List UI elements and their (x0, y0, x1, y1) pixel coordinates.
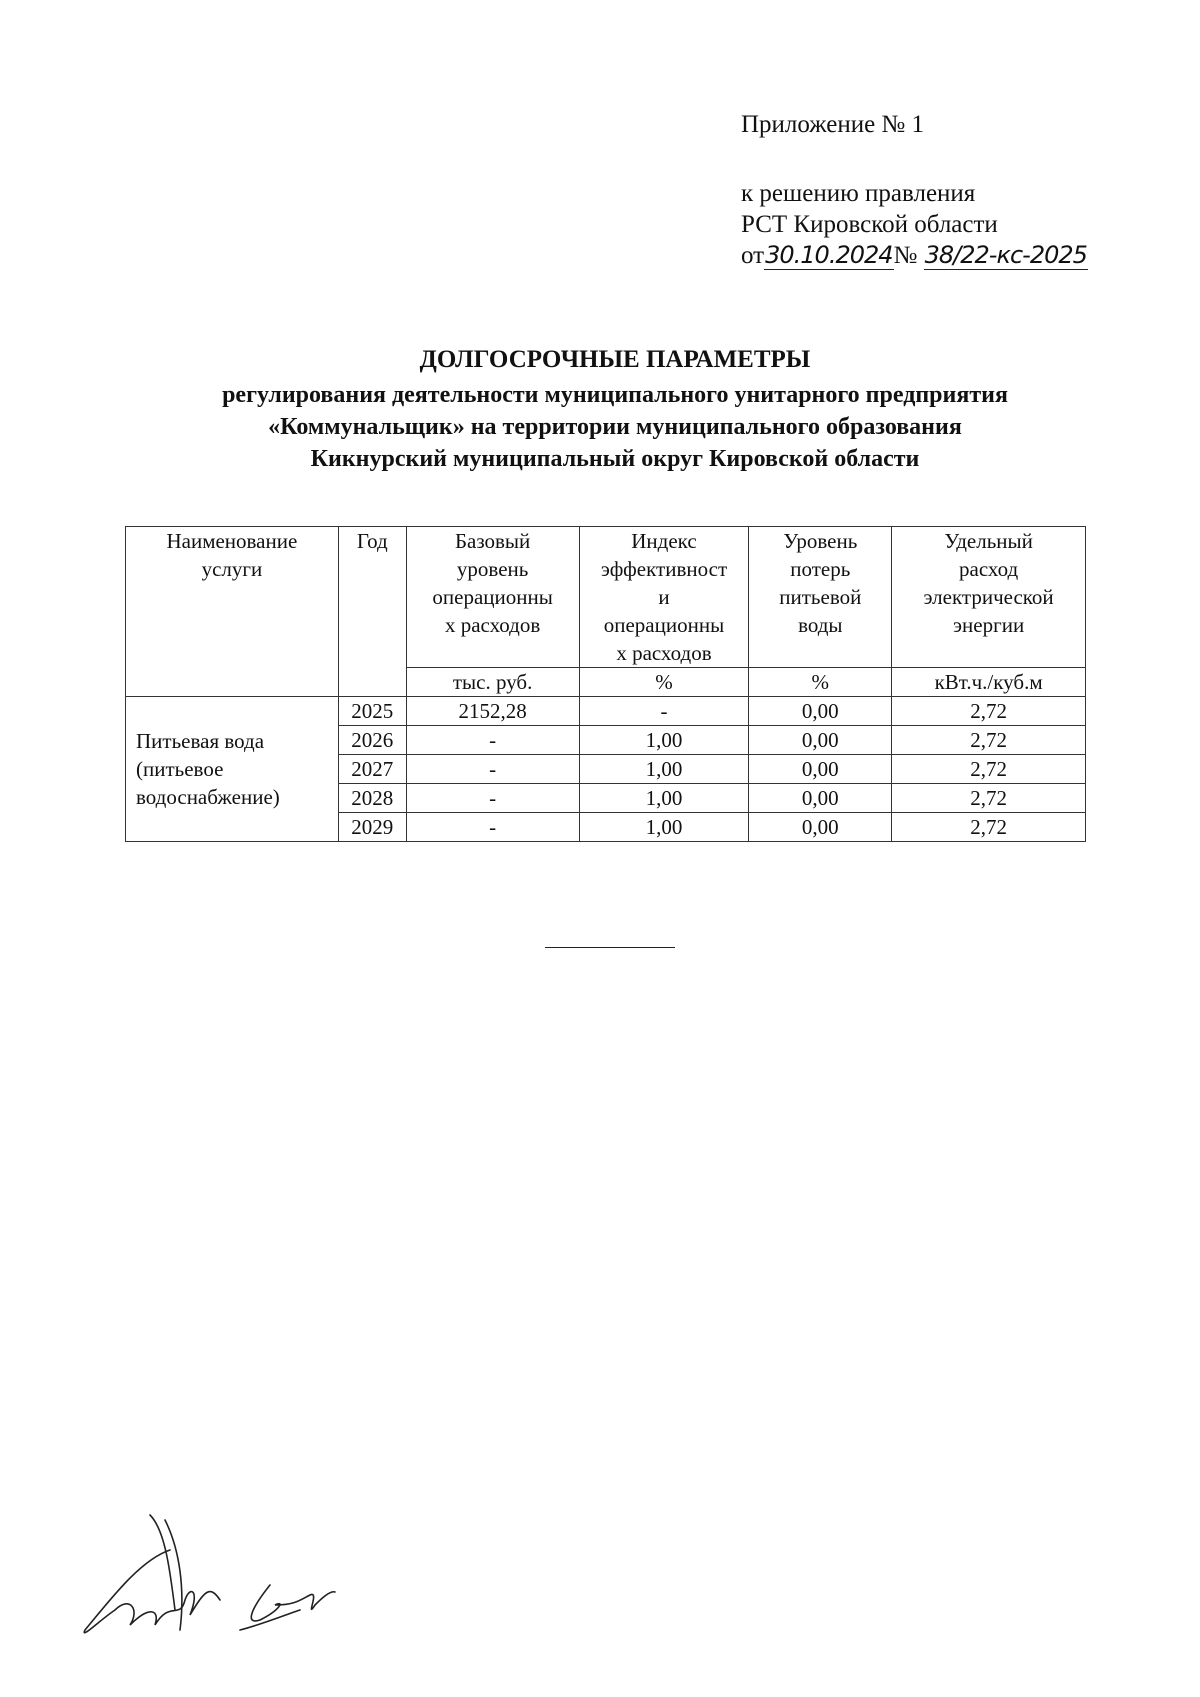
header-energy-consumption: Удельный расход электрической энергии (892, 527, 1086, 668)
annex-line-2: РСТ Кировской области (741, 211, 998, 238)
cell-water-losses: 0,00 (749, 726, 892, 755)
unit-energy: кВт.ч./куб.м (892, 668, 1086, 697)
unit-losses: % (749, 668, 892, 697)
cell-water-losses: 0,00 (749, 784, 892, 813)
data-rows (126, 697, 1086, 842)
header-service: Наименование услуги (126, 527, 339, 697)
annex-date-line (741, 240, 1088, 271)
handwritten-number: 38/22-кс-2025 (924, 241, 1087, 269)
date-prefix: от (741, 242, 765, 269)
header-efficiency-index: Индекс эффективност и операционны х расходов (579, 527, 749, 668)
subtitle-line-3: Кикнурский муниципальный округ Кировской области (310, 446, 920, 472)
document-title: ДОЛГОСРОЧНЫЕ ПАРАМЕТРЫ (419, 346, 811, 373)
header-base-costs: Базовый уровень операционны х расходов (406, 527, 579, 668)
cell-water-losses: 0,00 (749, 755, 892, 784)
annex-title: Приложение № 1 (741, 111, 925, 138)
cell-base-costs: 2152,28 (406, 697, 579, 726)
cell-year: 2026 (338, 726, 406, 755)
unit-index: % (579, 668, 749, 697)
annex-line-1: к решению правления (741, 180, 976, 207)
table-row (126, 697, 1086, 726)
header-row (126, 527, 1086, 668)
cell-efficiency-index: 1,00 (579, 813, 749, 842)
cell-efficiency-index: 1,00 (579, 784, 749, 813)
unit-base: тыс. руб. (406, 668, 579, 697)
cell-year: 2027 (338, 755, 406, 784)
cell-energy-consumption: 2,72 (892, 697, 1086, 726)
cell-water-losses: 0,00 (749, 813, 892, 842)
cell-year: 2028 (338, 784, 406, 813)
header-year: Год (338, 527, 406, 697)
header-water-losses: Уровень потерь питьевой воды (749, 527, 892, 668)
cell-efficiency-index: 1,00 (579, 755, 749, 784)
number-prefix: № (893, 242, 918, 269)
cell-water-losses: 0,00 (749, 697, 892, 726)
closing-divider (545, 947, 675, 948)
cell-service-name: Питьевая вода (питьевое водоснабжение) (126, 697, 339, 842)
cell-efficiency-index: 1,00 (579, 726, 749, 755)
cell-base-costs: - (406, 726, 579, 755)
annex-reference (741, 178, 1088, 271)
cell-base-costs: - (406, 755, 579, 784)
cell-year: 2029 (338, 813, 406, 842)
cell-energy-consumption: 2,72 (892, 755, 1086, 784)
cell-base-costs: - (406, 784, 579, 813)
cell-base-costs: - (406, 813, 579, 842)
handwritten-date: 30.10.2024 (765, 241, 893, 269)
cell-year: 2025 (338, 697, 406, 726)
cell-efficiency-index: - (579, 697, 749, 726)
signature-image (70, 1490, 370, 1650)
cell-energy-consumption: 2,72 (892, 813, 1086, 842)
cell-energy-consumption: 2,72 (892, 726, 1086, 755)
document-subtitle (0, 379, 1200, 475)
parameters-table (125, 526, 1086, 842)
cell-energy-consumption: 2,72 (892, 784, 1086, 813)
subtitle-line-2: «Коммунальщик» на территории муниципального образования (268, 414, 962, 440)
subtitle-line-1: регулирования деятельности муниципального унитарного предприятия (222, 382, 1008, 408)
